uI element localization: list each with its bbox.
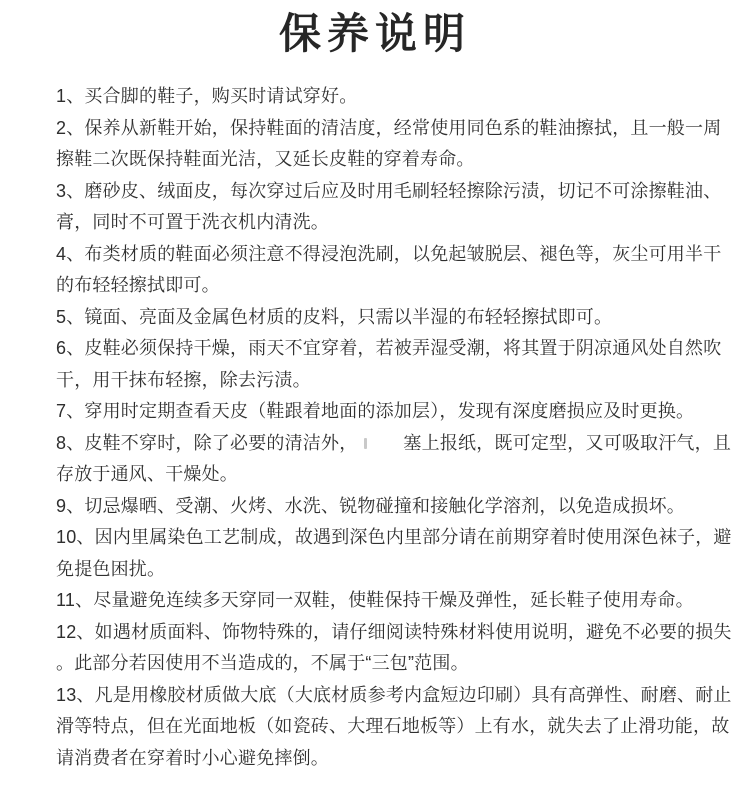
care-item-2 xyxy=(56,113,721,176)
text-line: 。此部分若因使用不当造成的，不属于“三包”范围。 xyxy=(56,653,469,673)
text-line: 6、皮鞋必须保持干燥，雨天不宜穿着，若被弄湿受潮，将其置于阴凉通风处自然吹 xyxy=(56,338,722,358)
text-line: 3、磨砂皮、绒面皮，每次穿过后应及时用毛刷轻轻擦除污渍，切记不可涂擦鞋油、 xyxy=(56,180,722,201)
text-line: 请消费者在穿着时小心避免摔倒。 xyxy=(56,747,329,768)
care-item-4 xyxy=(56,239,721,302)
text-line: 擦鞋二次既保持鞋面光洁，又延长皮鞋的穿着寿命。 xyxy=(56,149,475,169)
text-line: 5、镜面、亮面及金属色材质的皮料，只需以半湿的布轻轻擦拭即可。 xyxy=(56,306,613,327)
text-line: 膏，同时不可置于洗衣机内清洗。 xyxy=(56,212,329,232)
text-line: 1、买合脚的鞋子，购买时请试穿好。 xyxy=(56,86,358,106)
text-line: 免提色困扰。 xyxy=(56,558,166,579)
care-item-8 xyxy=(56,428,732,491)
text-segment: 塞上报纸，既可定型，又可吸取汗气，且 xyxy=(403,432,732,453)
text-line: 干，用干抹布轻擦，除去污渍。 xyxy=(56,369,311,390)
care-instruction-list xyxy=(56,81,732,774)
text-line: 11、尽量避免连续多天穿同一双鞋，使鞋保持干燥及弹性，延长鞋子使用寿命。 xyxy=(56,590,694,610)
text-line: 4、布类材质的鞋面必须注意不得浸泡洗刷，以免起皱脱层、褪色等，灰尘可用半干 xyxy=(56,243,722,264)
text-line: 存放于通风、干燥处。 xyxy=(56,464,238,484)
care-item-13 xyxy=(56,680,732,775)
text-line xyxy=(56,428,732,460)
text-line: 7、穿用时定期查看天皮（鞋跟着地面的添加层），发现有深度磨损应及时更换。 xyxy=(56,401,695,421)
care-item-6 xyxy=(56,333,721,396)
care-item-5 xyxy=(56,302,721,334)
erased-text-patch xyxy=(357,435,403,449)
text-line: 9、切忌爆晒、受潮、火烤、水洗、锐物碰撞和接触化学溶剂，以免造成损坏。 xyxy=(56,495,686,516)
text-segment: 8、皮鞋不穿时，除了必要的清洁外， xyxy=(56,432,358,453)
care-item-7 xyxy=(56,396,721,428)
care-item-12 xyxy=(56,617,732,680)
text-line: 10、因内里属染色工艺制成，故遇到深色内里部分请在前期穿着时使用深色袜子，避 xyxy=(56,527,732,547)
text-line: 13、凡是用橡胶材质做大底（大底材质参考内盒短边印刷）具有高弹性、耐磨、耐止 xyxy=(56,684,732,705)
text-line: 滑等特点，但在光面地板（如瓷砖、大理石地板等）上有水，就失去了止滑功能，故 xyxy=(56,716,730,736)
text-line: 的布轻轻擦拭即可。 xyxy=(56,275,220,295)
care-item-3 xyxy=(56,176,721,239)
page-title: 保养说明 xyxy=(278,9,471,58)
text-line: 2、保养从新鞋开始，保持鞋面的清洁度，经常使用同色系的鞋油擦拭，且一般一周 xyxy=(56,117,722,138)
care-item-9 xyxy=(56,491,721,523)
care-item-1 xyxy=(56,81,721,113)
care-item-11 xyxy=(56,585,721,617)
text-line: 12、如遇材质面料、饰物特殊的，请仔细阅读特殊材料使用说明，避免不必要的损失 xyxy=(56,621,732,642)
care-item-10 xyxy=(56,522,732,585)
